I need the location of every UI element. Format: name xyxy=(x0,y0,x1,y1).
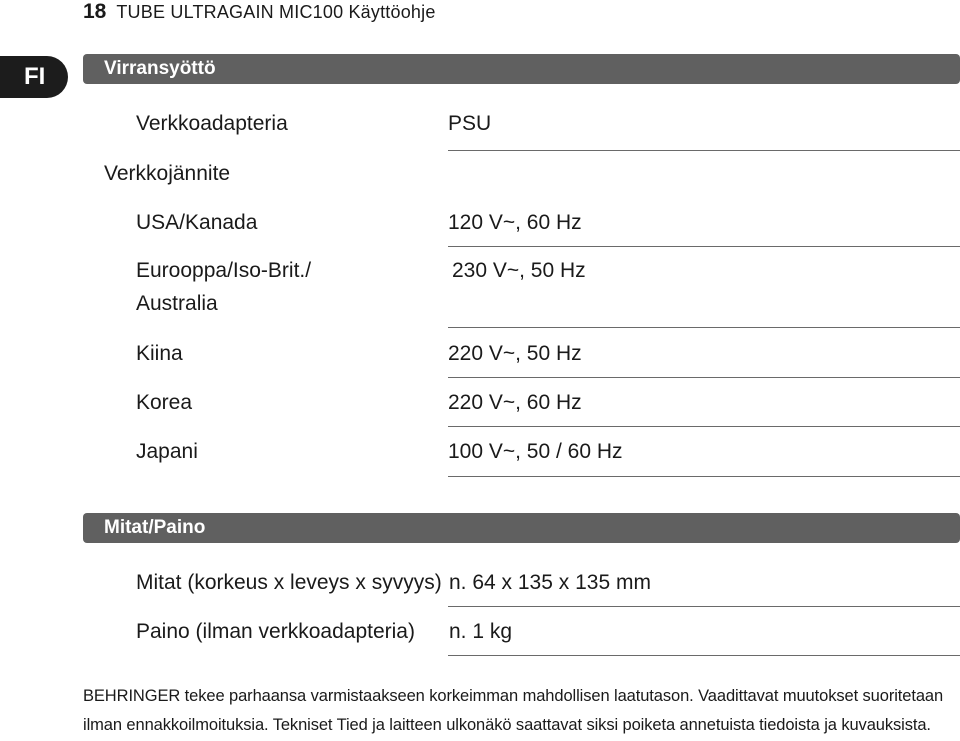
spec-label: Paino (ilman verkkoadapteria) xyxy=(136,620,415,643)
spec-label: Eurooppa/Iso-Brit./ xyxy=(136,259,312,282)
spec-value: 230 V~, 50 Hz xyxy=(452,259,586,282)
spec-label: Kiina xyxy=(136,342,183,365)
divider xyxy=(448,246,960,247)
spec-label: Korea xyxy=(136,391,193,414)
spec-label: Verkkoadapteria xyxy=(136,112,288,135)
page-number: 18 xyxy=(83,0,107,23)
spec-label: Australia xyxy=(136,292,218,315)
spec-value: n. 64 x 135 x 135 mm xyxy=(449,571,651,594)
spec-label: Mitat (korkeus x leveys x syvyys) xyxy=(136,571,442,594)
page-header xyxy=(83,0,436,28)
divider xyxy=(448,377,960,378)
disclaimer-text: BEHRINGER tekee parhaansa varmistaakseen korkeimman mahdollisen laatutason. Vaadittavat muutokset suoritetaan ilman ennakkoilmoituksia. Tekniset Tied ja laitteen ulkonäkö saattavat siksi poiketa annetuista tiedoista ja kuvauksista. xyxy=(83,687,944,734)
divider xyxy=(448,426,960,427)
divider xyxy=(448,327,960,328)
document-title: TUBE ULTRAGAIN MIC100 Käyttöohje xyxy=(116,2,436,22)
spec-label: USA/Kanada xyxy=(136,211,258,234)
section-heading-dimensions: Mitat/Paino xyxy=(83,513,960,543)
divider xyxy=(448,476,960,477)
spec-value: 100 V~, 50 / 60 Hz xyxy=(448,440,623,463)
group-label: Verkkojännite xyxy=(104,162,231,185)
language-tab: FI xyxy=(0,56,68,98)
spec-value: n. 1 kg xyxy=(449,620,513,643)
section-heading-power: Virransyöttö xyxy=(83,54,960,84)
divider xyxy=(448,606,960,607)
divider xyxy=(448,150,960,151)
spec-value: PSU xyxy=(448,112,492,135)
spec-label: Japani xyxy=(136,440,198,463)
spec-value: 220 V~, 50 Hz xyxy=(448,342,582,365)
spec-value: 120 V~, 60 Hz xyxy=(448,211,582,234)
spec-value: 220 V~, 60 Hz xyxy=(448,391,582,414)
divider xyxy=(448,655,960,656)
